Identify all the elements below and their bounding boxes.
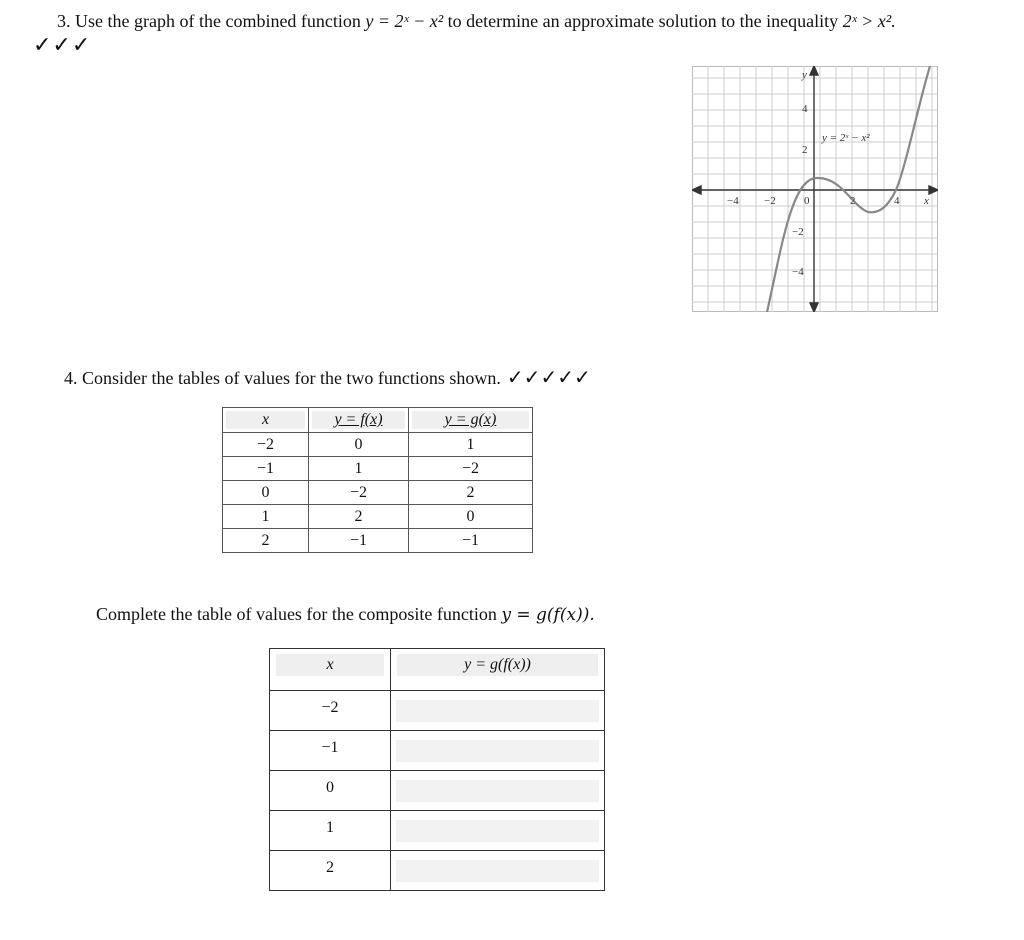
table-row (270, 771, 605, 811)
q3-text-a: Use the graph of the combined function (75, 11, 361, 31)
curve-label: y = 2ˣ − x² (822, 132, 870, 144)
fg-cell: 2 (309, 505, 409, 529)
fg-cell: 2 (223, 529, 309, 553)
q4-checkmarks: ✓✓✓✓✓ (506, 365, 591, 389)
fg-header-g: y = g(x) (409, 408, 533, 433)
composite-answer-cell[interactable] (391, 851, 605, 891)
fg-values-table (222, 407, 533, 553)
composite-answer-cell[interactable] (391, 731, 605, 771)
fg-cell: 0 (309, 433, 409, 457)
x-tick-neg2: −2 (764, 195, 776, 207)
table-row (270, 851, 605, 891)
q3-inequality: 2ˣ > x². (842, 11, 896, 31)
table-row (223, 457, 533, 481)
x-axis-label: x (924, 195, 929, 207)
fg-cell: −2 (309, 481, 409, 505)
x-tick-neg4: −4 (727, 195, 739, 207)
composite-text: Complete the table of values for the composite function (96, 604, 497, 624)
composite-answer-cell[interactable] (391, 691, 605, 731)
fg-cell: 2 (409, 481, 533, 505)
composite-header-gfx: y = g(f(x)) (391, 649, 605, 691)
composite-instruction (96, 604, 595, 625)
table-row (223, 481, 533, 505)
composite-table (269, 648, 605, 891)
composite-answer-cell[interactable] (391, 771, 605, 811)
answer-input[interactable] (396, 700, 599, 722)
composite-x-cell: 2 (270, 851, 391, 891)
table-row (270, 731, 605, 771)
table-row (223, 433, 533, 457)
x-tick-4: 4 (894, 195, 900, 207)
table-row (270, 811, 605, 851)
fg-cell: 0 (409, 505, 533, 529)
fg-cell: −1 (223, 457, 309, 481)
y-tick-neg4: −4 (792, 266, 804, 278)
fg-header-x: x (223, 408, 309, 433)
table-row (223, 505, 533, 529)
answer-input[interactable] (396, 780, 599, 802)
fg-header-f: y = f(x) (309, 408, 409, 433)
composite-x-cell: 1 (270, 811, 391, 851)
composite-header-x: x (270, 649, 391, 691)
question-3-text (57, 11, 896, 32)
composite-math: y = g(f(x)). (501, 605, 595, 625)
answer-input[interactable] (396, 860, 599, 882)
y-tick-4: 4 (802, 103, 808, 115)
q3-text-b: to determine an approximate solution to the inequality (447, 11, 839, 31)
composite-x-cell: −2 (270, 691, 391, 731)
answer-input[interactable] (396, 820, 599, 842)
composite-answer-cell[interactable] (391, 811, 605, 851)
y-tick-neg2: −2 (792, 226, 804, 238)
composite-x-cell: −1 (270, 731, 391, 771)
y-tick-2: 2 (802, 144, 808, 156)
q3-function: y = 2ˣ − x² (365, 11, 444, 31)
fg-header-row (223, 408, 533, 433)
x-tick-0: 0 (804, 195, 810, 207)
x-tick-2: 2 (850, 195, 856, 207)
answer-input[interactable] (396, 740, 599, 762)
fg-cell: 1 (309, 457, 409, 481)
fg-cell: 0 (223, 481, 309, 505)
fg-cell: 1 (409, 433, 533, 457)
fg-cell: −2 (223, 433, 309, 457)
q3-checkmarks: ✓✓✓ (33, 33, 92, 58)
fg-cell: −2 (409, 457, 533, 481)
composite-header-row (270, 649, 605, 691)
y-axis-label: y (802, 69, 807, 81)
question-4-text (64, 365, 591, 389)
table-row (223, 529, 533, 553)
table-row (270, 691, 605, 731)
fg-cell: −1 (409, 529, 533, 553)
q4-text: 4. Consider the tables of values for the two functions shown. (64, 368, 501, 388)
fg-cell: 1 (223, 505, 309, 529)
function-graph (692, 66, 938, 312)
composite-x-cell: 0 (270, 771, 391, 811)
fg-cell: −1 (309, 529, 409, 553)
q3-number: 3. (57, 11, 71, 31)
